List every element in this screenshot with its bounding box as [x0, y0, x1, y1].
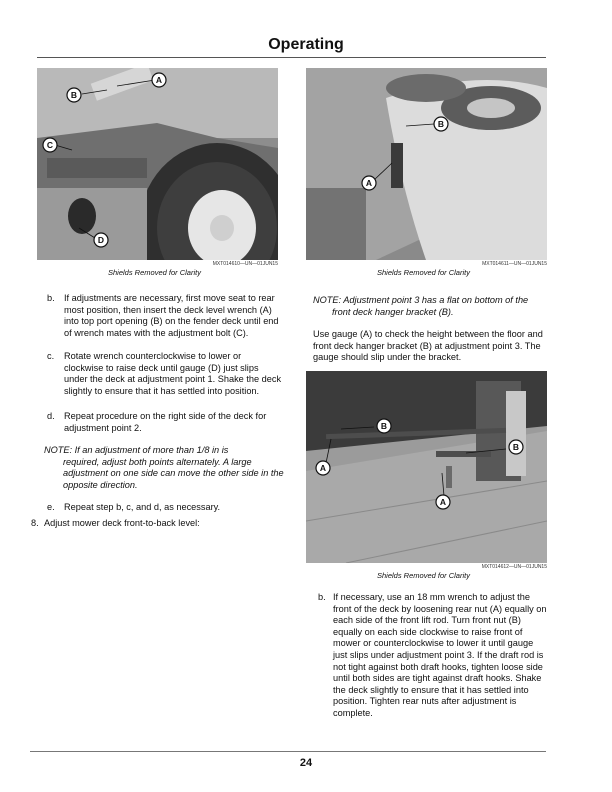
- gauge-paragraph: Use gauge (A) to check the height between the floor and front deck hanger bracket (B) at adjustment point 3. The gauge should slip under the bracket.: [313, 329, 543, 363]
- figure-1-callout-d: [94, 233, 108, 247]
- figure-3-callout-b-left: [377, 419, 391, 433]
- step-text: Repeat step b, c, and d, as necessary.: [64, 502, 221, 512]
- figure-2-callout-a: [362, 176, 376, 190]
- figure-2-photo: [306, 68, 547, 260]
- figure-1-id: MXT014610—UN—01JUN15: [212, 261, 278, 267]
- step-text: Rotate wrench counterclockwise to lower or clockwise to raise deck until gauge (D) just slips under the deck at adjustment point 1. Shake the deck slightly to ensure that it has settled into position.: [64, 351, 282, 396]
- figure-1-caption: Shields Removed for Clarity: [108, 268, 201, 277]
- svg-text:B: B: [437, 119, 445, 129]
- svg-text:D: D: [97, 235, 105, 245]
- figure-2-callout-b: [434, 117, 448, 131]
- step-label: e.: [47, 502, 55, 512]
- svg-text:B: B: [380, 421, 388, 431]
- figure-1-callout-a: [152, 73, 166, 87]
- figure-1-callout-b: [67, 88, 81, 102]
- figure-3-callout-a-left: [316, 461, 330, 475]
- svg-text:A: A: [365, 178, 373, 188]
- step-text: Repeat procedure on the right side of the deck for adjustment point 2.: [64, 411, 267, 433]
- note-rest: front deck hanger bracket (B).: [332, 306, 454, 317]
- page-title: Operating: [268, 36, 344, 53]
- note-first-line: NOTE: Adjustment point 3 has a flat on bottom of the: [313, 295, 529, 305]
- step-label: b.: [318, 592, 326, 602]
- note-adjustment: [44, 445, 284, 491]
- note-first-line: NOTE: If an adjustment of more than 1/8 in is: [44, 445, 229, 455]
- svg-text:A: A: [319, 463, 327, 473]
- figure-2-id: MXT014611—UN—01JUN15: [482, 261, 547, 267]
- svg-text:A: A: [155, 75, 163, 85]
- svg-text:C: C: [46, 140, 54, 150]
- figure-3-callout-a-right: [436, 495, 450, 509]
- figure-3-callout-b-right: [509, 440, 523, 454]
- page-number: 24: [299, 757, 313, 769]
- figure-2-caption: Shields Removed for Clarity: [377, 268, 470, 277]
- step-label: 8.: [31, 518, 39, 528]
- step-label: b.: [47, 293, 55, 303]
- figure-3-photo: [306, 371, 547, 563]
- header-rule: [37, 57, 546, 58]
- figure-1-callout-c: [43, 138, 57, 152]
- figure-3-id: MXT014612—UN—01JUN15: [481, 564, 547, 570]
- svg-text:B: B: [512, 442, 520, 452]
- svg-text:B: B: [70, 90, 78, 100]
- note-adjustment-point-3: [313, 295, 553, 318]
- footer-rule: [30, 751, 546, 752]
- step-label: d.: [47, 411, 55, 421]
- svg-text:A: A: [439, 497, 447, 507]
- step-text: If necessary, use an 18 mm wrench to adjust the front of the deck by loosening rear nut (A) equally on each side of the front lift rod. Turn front nut (B) equally on each side clockwise to raise front of mower or counterclockwise to lower it until gauge just slips under adjustment point 3. If the draft rod is not tight against both draft hooks, tighten loose side until both sides are tight against draft hooks. Shake the deck slightly to ensure that it has settled into position. Tighten rear nuts after adjustment is complete.: [333, 592, 547, 718]
- figure-3-caption: Shields Removed for Clarity: [377, 571, 470, 580]
- step-label: c.: [47, 351, 55, 361]
- step-text: If adjustments are necessary, first move seat to rear most position, then insert the deck level wrench (A) into top port opening (B) on the fender deck until end of wrench mates with the adjustment bolt (C).: [64, 293, 279, 338]
- note-rest: required, adjust both points alternately. A large adjustment on one side can move the other side in the opposite direction.: [63, 456, 284, 490]
- step-text: Adjust mower deck front-to-back level:: [44, 518, 200, 528]
- figure-1-photo: [37, 68, 278, 260]
